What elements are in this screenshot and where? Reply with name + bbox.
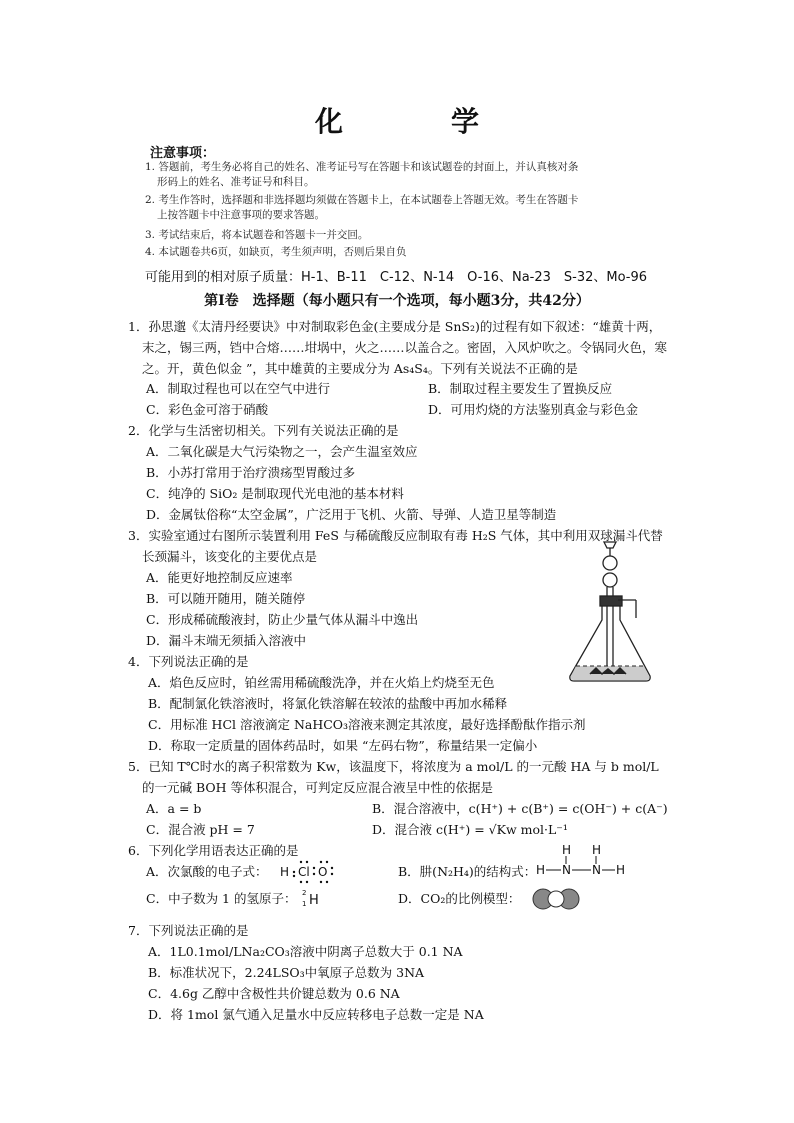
question-stem: 4．下列说法正确的是 bbox=[128, 654, 249, 669]
question-1 bbox=[128, 316, 668, 379]
q1-option-d: D．可用灼烧的方法鉴别真金与彩色金 bbox=[428, 402, 639, 417]
svg-text:H: H bbox=[280, 865, 290, 879]
svg-text:1: 1 bbox=[302, 900, 307, 908]
svg-text:N: N bbox=[562, 863, 571, 877]
q7-option-b: B．标准状况下，2.24LSO₃中氧原子总数为 3NA bbox=[148, 965, 425, 980]
q4-option-d: D．称取一定质量的固体药品时，如果 “左码右物”，称量结果一定偏小 bbox=[148, 738, 538, 753]
q7-option-d: D．将 1mol 氯气通入足量水中反应转移电子总数一定是 NA bbox=[148, 1007, 484, 1022]
notice-heading: 注意事项： bbox=[150, 146, 216, 161]
question-stem: 2．化学与生活密切相关。下列有关说法正确的是 bbox=[128, 423, 399, 438]
notice-item-3 bbox=[145, 228, 665, 243]
q2-option-b: B．小苏打常用于治疗溃疡型胃酸过多 bbox=[146, 465, 356, 480]
question-stem: 6．下列化学用语表达正确的是 bbox=[128, 843, 299, 858]
q2-option-d: D．金属钛俗称“太空金属”，广泛用于飞机、火箭、导弹、人造卫星等制造 bbox=[146, 507, 557, 522]
question-stem: 7．下列说法正确的是 bbox=[128, 923, 249, 938]
q4-option-b: B．配制氯化铁溶液时，将氯化铁溶解在较浓的盐酸中再加水稀释 bbox=[148, 696, 508, 711]
svg-text:H: H bbox=[309, 893, 319, 908]
svg-text:H: H bbox=[616, 863, 626, 877]
notice-line: 上按答题卡中注意事项的要求答题。 bbox=[157, 209, 325, 221]
svg-text:Cl: Cl bbox=[298, 865, 310, 879]
svg-text:O: O bbox=[318, 865, 328, 879]
q4-option-a: A．焰色反应时，铂丝需用稀硫酸洗净，并在火焰上灼烧至无色 bbox=[148, 675, 495, 690]
q1-option-b: B．制取过程主要发生了置换反应 bbox=[428, 381, 613, 396]
notice-item-1 bbox=[145, 160, 665, 190]
svg-text:N: N bbox=[592, 863, 601, 877]
q1-option-c: C．彩色金可溶于硝酸 bbox=[146, 402, 269, 417]
notice-item-2 bbox=[145, 193, 665, 223]
atomic-masses: 可能用到的相对原子质量：H-1、B-11 C-12、N-14 O-16、Na-23 S-32、Mo-96 bbox=[145, 270, 648, 285]
q5-option-c: C．混合液 pH = 7 bbox=[146, 822, 255, 837]
q2-option-c: C．纯净的 SiO₂ 是制取现代光电池的基本材料 bbox=[146, 486, 404, 501]
q4-option-c: C．用标准 HCl 溶液滴定 NaHCO₃溶液来测定其浓度，最好选择酚酞作指示剂 bbox=[148, 717, 586, 732]
notice-line: 1. 答题前，考生务必将自己的姓名、准考证号写在答题卡和该试题卷的封面上，并认真核对条 bbox=[145, 161, 579, 173]
notice-item-4 bbox=[145, 245, 665, 260]
notice-line: 4. 本试题卷共6页，如缺页，考生须声明，否则后果自负 bbox=[145, 246, 407, 258]
q6-option-d: D．CO₂的比例模型： bbox=[398, 891, 521, 906]
hydrazine-structure-figure bbox=[534, 842, 628, 882]
q2-option-a: A．二氧化碳是大气污染物之一，会产生温室效应 bbox=[146, 444, 418, 459]
notice-line: 形码上的姓名、准考证号和科目。 bbox=[157, 176, 315, 188]
q5-option-b: B．混合溶液中，c(H⁺) + c(B⁺) = c(OH⁻) + c(A⁻) bbox=[372, 801, 668, 816]
co2-space-filling-model-figure bbox=[530, 887, 584, 911]
svg-text:H: H bbox=[536, 863, 546, 877]
question-2 bbox=[128, 420, 668, 441]
question-stem: 3．实验室通过右图所示装置利用 FeS 与稀硫酸反应制取有毒 H₂S 气体，其中利用双球漏斗代替长颈漏斗，该变化的主要优点是 bbox=[128, 528, 663, 564]
page-title: 化 学 bbox=[314, 105, 519, 138]
q6-option-b: B．肼(N₂H₄)的结构式： bbox=[398, 864, 537, 879]
q7-option-a: A．1L0.1mol/LNa₂CO₃溶液中阴离子总数大于 0.1 NA bbox=[148, 944, 463, 959]
q6-option-a: A．次氯酸的电子式： bbox=[146, 864, 268, 879]
q1-option-a: A．制取过程也可以在空气中进行 bbox=[146, 381, 331, 396]
question-7 bbox=[128, 920, 668, 941]
question-stem: 1．孙思邈《太清丹经要诀》中对制取彩色金(主要成分是 SnS₂)的过程有如下叙述：“雄黄十两，末之，锡三两，铛中合熔……坩埚中，火之……以盖合之。密固，入风炉吹之。令锅同火色，寒之。开，黄色似金 ”，其中雄黄的主要成分为 As₄S₄。下列有关说法不正确的是 bbox=[128, 319, 668, 376]
q3-option-d: D．漏斗末端无须插入溶液中 bbox=[146, 633, 307, 648]
question-5 bbox=[128, 756, 668, 798]
notice-line: 2. 考生作答时，选择题和非选择题均须做在答题卡上，在本试题卷上答题无效。考生在答题卡 bbox=[145, 194, 579, 206]
q3-option-b: B．可以随开随用，随关随停 bbox=[146, 591, 306, 606]
hydrogen-isotope-figure bbox=[300, 886, 330, 910]
q5-option-a: A．a = b bbox=[146, 801, 202, 816]
q3-option-c: C．形成稀硫酸液封，防止少量气体从漏斗中逸出 bbox=[146, 612, 419, 627]
hclo-electron-formula-figure bbox=[278, 856, 338, 886]
section-title: 第Ⅰ卷 选择题（每小题只有一个选项，每小题3分，共42分） bbox=[204, 293, 590, 309]
q6-option-c: C．中子数为 1 的氢原子： bbox=[146, 891, 297, 906]
q5-option-d: D．混合液 c(H⁺) = √Kw mol·L⁻¹ bbox=[372, 822, 568, 837]
question-stem: 5．已知 T℃时水的离子积常数为 Kw，该温度下，将浓度为 a mol/L 的一元酸 HA 与 b mol/L 的一元碱 BOH 等体积混合，可判定反应混合液呈中性的依据是 bbox=[128, 759, 659, 795]
svg-text:2: 2 bbox=[302, 889, 307, 897]
question-4 bbox=[128, 651, 668, 672]
svg-text:H: H bbox=[592, 843, 602, 857]
notice-line: 3. 考试结束后，将本试题卷和答题卡一并交回。 bbox=[145, 229, 369, 241]
svg-text:H: H bbox=[562, 843, 572, 857]
q7-option-c: C．4.6g 乙醇中含极性共价键总数为 0.6 NA bbox=[148, 986, 400, 1001]
q3-option-a: A．能更好地控制反应速率 bbox=[146, 570, 293, 585]
